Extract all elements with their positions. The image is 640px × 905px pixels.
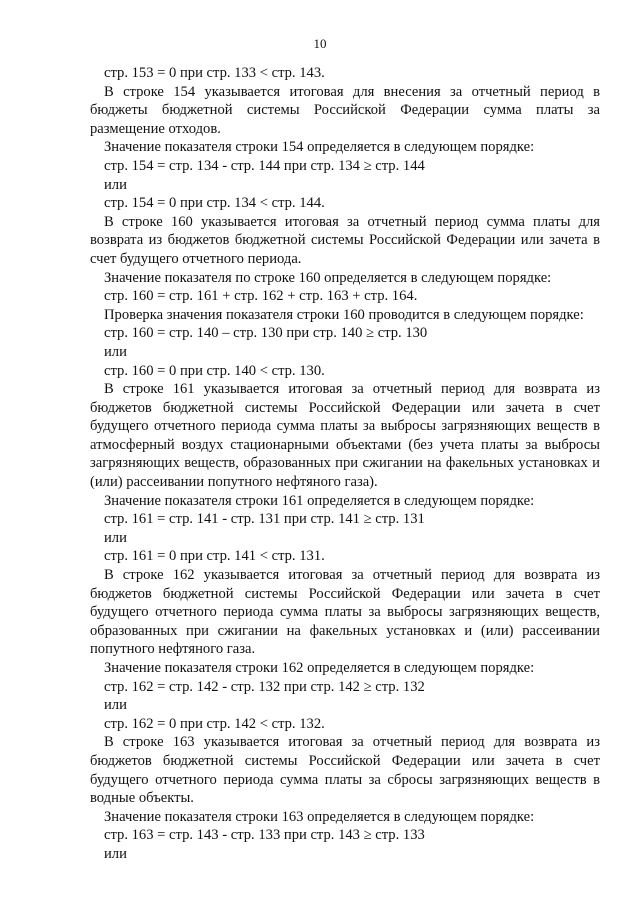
text-line: стр. 161 = 0 при стр. 141 < стр. 131. — [104, 548, 325, 565]
text-line: стр. 162 = 0 при стр. 142 < стр. 132. — [104, 715, 325, 732]
text-line: стр. 160 = 0 при стр. 140 < стр. 130. — [104, 362, 325, 379]
text-line: или — [104, 529, 127, 546]
text-line: или — [104, 697, 127, 714]
text-line: стр. 161 = стр. 141 - стр. 131 при стр. 141 ≥ стр. 131 — [104, 511, 425, 528]
text-line: или — [104, 343, 127, 360]
text-line: стр. 160 = стр. 140 – стр. 130 при стр. 140 ≥ стр. 130 — [104, 325, 428, 342]
text-line: Значение показателя по строке 160 определяется в следующем порядке: — [104, 269, 552, 286]
paragraph: В строке 161 указывается итоговая за отчетный период для возврата из бюджетов бюджетной системы Российской Федерации или зачета в счет будущего отчетного периода сумма платы за выбросы загрязняющих веществ в атмосферный воздух стационарными объектами (без учета платы за выбросы загрязняющих веществ, образованных при сжигании на факельных установках и (или) рассеивании попутного нефтяного газа). — [90, 381, 600, 491]
text-line: стр. 162 = стр. 142 - стр. 132 при стр. 142 ≥ стр. 132 — [104, 678, 425, 695]
text-line: стр. 163 = стр. 143 - стр. 133 при стр. 143 ≥ стр. 133 — [104, 827, 425, 844]
text-line: стр. 153 = 0 при стр. 133 < стр. 143. — [104, 65, 325, 81]
paragraph: В строке 160 указывается итоговая за отчетный период сумма платы для возврата из бюджетов бюджетной системы Российской Федерации или зачета в счет будущего отчетного периода. — [90, 213, 600, 267]
text-line: или — [104, 176, 127, 193]
text-line: стр. 154 = 0 при стр. 134 < стр. 144. — [104, 195, 325, 212]
text-line: Значение показателя строки 163 определяется в следующем порядке: — [104, 808, 535, 825]
text-line: Значение показателя строки 161 определяется в следующем порядке: — [104, 492, 535, 509]
paragraph: В строке 162 указывается итоговая за отчетный период для возврата из бюджетов бюджетной системы Российской Федерации или зачета в счет будущего отчетного периода сумма платы за выбросы загрязняющих веществ, образованных при сжигании на факельных установках и (или) рассеивании попутного нефтяного газа. — [90, 567, 600, 658]
text-line: Значение показателя строки 154 определяется в следующем порядке: — [104, 139, 535, 156]
document-body — [90, 64, 600, 864]
paragraph: В строке 163 указывается итоговая за отчетный период для возврата из бюджетов бюджетной системы Российской Федерации или зачета в счет будущего отчетного периода сумма платы за сбросы загрязняющих веществ в водные объекты. — [90, 734, 600, 807]
page-number: 10 — [313, 36, 327, 51]
text-line: стр. 154 = стр. 134 - стр. 144 при стр. 134 ≥ стр. 144 — [104, 157, 425, 174]
paragraph: В строке 154 указывается итоговая для внесения за отчетный период в бюджеты бюджетной системы Российской Федерации сумма платы за размещение отходов. — [90, 83, 600, 137]
text-line: стр. 160 = стр. 161 + стр. 162 + стр. 163 + стр. 164. — [104, 288, 418, 305]
text-line: или — [104, 845, 127, 862]
paragraph: Проверка значения показателя строки 160 проводится в следующем порядке: — [104, 306, 584, 323]
text-line: Значение показателя строки 162 определяется в следующем порядке: — [104, 660, 535, 676]
